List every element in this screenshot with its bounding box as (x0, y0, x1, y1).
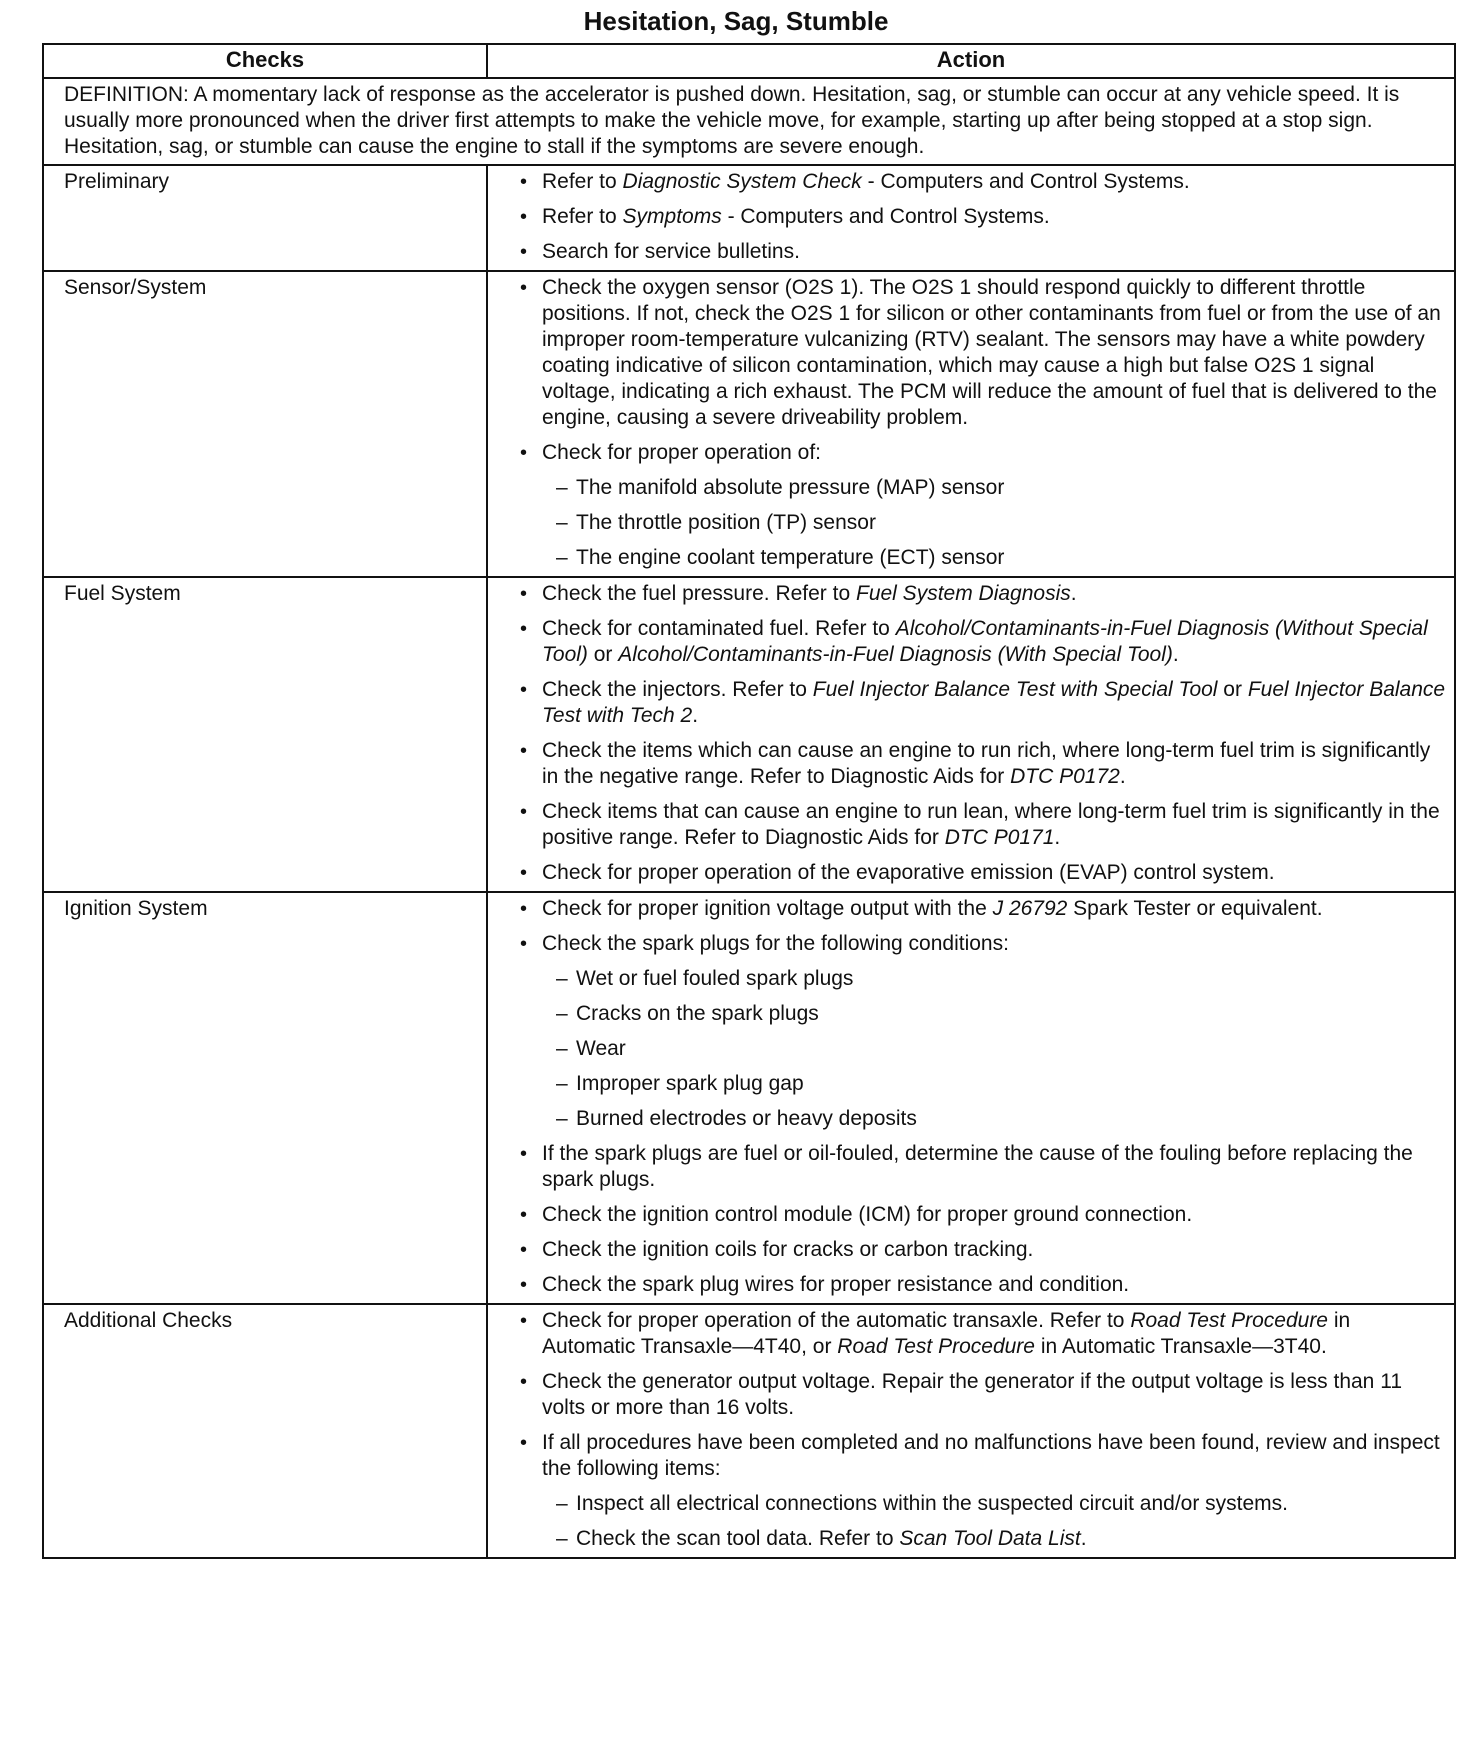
action-text: Check the injectors. Refer to (542, 678, 813, 701)
sub-list (542, 966, 1446, 1132)
reference-text: Alcohol/Contaminants-in-Fuel Diagnosis (With Special Tool) (618, 643, 1173, 666)
action-item (518, 1430, 1446, 1552)
action-list (518, 581, 1446, 886)
reference-text: Fuel Injector Balance Test with Tech 2 (542, 678, 1446, 727)
check-category-sensor-system: Sensor/System (43, 271, 487, 577)
column-header-action: Action (487, 44, 1455, 78)
action-item (518, 275, 1446, 431)
action-cell (487, 1304, 1455, 1558)
reference-text: DTC P0171 (944, 826, 1055, 849)
action-text: Check the items which can cause an engine to run rich, where long-term fuel trim is significantly in the negative range. Refer to Diagnostic Aids for (542, 739, 1431, 788)
action-text: Refer to (542, 205, 623, 228)
reference-text: DTC P0172 (1010, 765, 1120, 788)
table-row (43, 271, 1455, 577)
action-item (518, 1237, 1446, 1263)
table-row (43, 165, 1455, 271)
table-row (43, 577, 1455, 892)
action-text: Spark Tester or equivalent. (1067, 897, 1323, 920)
action-item (518, 896, 1446, 922)
action-item (518, 738, 1446, 790)
action-list (518, 1308, 1446, 1552)
action-text: . (1080, 1527, 1087, 1550)
action-text: . (1119, 765, 1126, 788)
page-title: Hesitation, Sag, Stumble (583, 6, 889, 36)
reference-text: Diagnostic System Check (622, 170, 862, 193)
sub-item (542, 1526, 1446, 1552)
reference-text: Symptoms (622, 205, 722, 228)
action-text: Check for proper operation of the evaporative emission (EVAP) control system. (542, 861, 1275, 884)
action-text: Check the scan tool data. Refer to (576, 1527, 900, 1550)
action-cell (487, 892, 1455, 1304)
sub-item: – Wet or fuel fouled spark plugs (542, 966, 1446, 992)
definition-text: DEFINITION: A momentary lack of response as the accelerator is pushed down. Hesitation, sag, or stumble can occur at any vehicle speed. It is usually more pronounced when the driver first attempts to make the vehicle move, for example, starting up after being stopped at a stop sign. Hesitation, sag, or stumble can cause the engine to stall if the symptoms are severe enough. (43, 78, 1455, 165)
action-text: If all procedures have been completed and no malfunctions have been found, review and inspect the following items: (542, 1431, 1440, 1480)
reference-text: Alcohol/Contaminants-in-Fuel Diagnosis (Without Special Tool) (542, 617, 1428, 666)
action-item (518, 931, 1446, 1132)
action-item (518, 1141, 1446, 1193)
action-item (518, 1369, 1446, 1421)
check-category-ignition-system: Ignition System (43, 892, 487, 1304)
sub-item: – The engine coolant temperature (ECT) sensor (542, 545, 1446, 571)
action-text: Check the ignition coils for cracks or carbon tracking. (542, 1238, 1034, 1261)
reference-text: Fuel Injector Balance Test with Special Tool (812, 678, 1218, 701)
action-item (518, 1308, 1446, 1360)
action-text: Check the spark plug wires for proper resistance and condition. (542, 1273, 1130, 1296)
action-text: Check items that can cause an engine to run lean, where long-term fuel trim is significantly in the positive range. Refer to Diagnostic Aids for (542, 800, 1440, 849)
table-header-row (43, 44, 1455, 78)
sub-item: – Wear (542, 1036, 1446, 1062)
action-text: - Computers and Control Systems. (861, 170, 1190, 193)
action-cell (487, 165, 1455, 271)
action-text: Check the generator output voltage. Repair the generator if the output voltage is less than 11 volts or more than 16 volts. (542, 1370, 1402, 1419)
action-text: Check the oxygen sensor (O2S 1). The O2S 1 should respond quickly to different throttle positions. If not, check the O2S 1 for silicon or other contaminants from fuel or from the use of an improper room-temperature vulcanizing (RTV) sealant. The sensors may have a white powdery coating indicative of silicon contamination, which may cause a high but false O2S 1 signal voltage, indicating a rich exhaust. The PCM will reduce the amount of fuel that is delivered to the engine, causing a severe driveability problem. (542, 276, 1441, 429)
definition-row (43, 78, 1455, 165)
reference-text: J 26792 (992, 897, 1068, 920)
action-text: . (1070, 582, 1077, 605)
sub-item: – Cracks on the spark plugs (542, 1001, 1446, 1027)
action-item (518, 169, 1446, 195)
reference-text: Scan Tool Data List (899, 1527, 1081, 1550)
check-category-additional-checks: Additional Checks (43, 1304, 487, 1558)
action-text: Check the ignition control module (ICM) for proper ground connection. (542, 1203, 1193, 1226)
action-cell (487, 577, 1455, 892)
action-list (518, 169, 1446, 265)
reference-text: Road Test Procedure (837, 1335, 1035, 1358)
action-text: Check the spark plugs for the following conditions: (542, 932, 1009, 955)
action-item (518, 581, 1446, 607)
action-item (518, 440, 1446, 571)
action-text: in Automatic Transaxle—4T40, or (542, 1309, 1351, 1358)
table-row (43, 1304, 1455, 1558)
action-item (518, 799, 1446, 851)
table-row (43, 892, 1455, 1304)
sub-item: – Inspect all electrical connections within the suspected circuit and/or systems. (542, 1491, 1446, 1517)
action-text: Check for contaminated fuel. Refer to (542, 617, 896, 640)
action-item (518, 860, 1446, 886)
action-item (518, 239, 1446, 265)
sub-item: – The manifold absolute pressure (MAP) sensor (542, 475, 1446, 501)
action-text: Refer to (542, 170, 623, 193)
check-category-preliminary: Preliminary (43, 165, 487, 271)
action-item (518, 1202, 1446, 1228)
action-text: If the spark plugs are fuel or oil-fouled, determine the cause of the fouling before replacing the spark plugs. (542, 1142, 1413, 1191)
sub-item: – The throttle position (TP) sensor (542, 510, 1446, 536)
action-item (518, 1272, 1446, 1298)
action-text: - Computers and Control Systems. (721, 205, 1050, 228)
reference-text: Fuel System Diagnosis (856, 582, 1071, 605)
action-item (518, 204, 1446, 230)
action-text: Search for service bulletins. (542, 240, 800, 263)
action-text: or (1217, 678, 1248, 701)
action-item (518, 616, 1446, 668)
action-list (518, 275, 1446, 571)
column-header-checks: Checks (43, 44, 487, 78)
action-text: . (1054, 826, 1061, 849)
action-list (518, 896, 1446, 1298)
action-text: in Automatic Transaxle—3T40. (1034, 1335, 1327, 1358)
check-category-fuel-system: Fuel System (43, 577, 487, 892)
action-text: . (692, 704, 699, 727)
sub-item: – Improper spark plug gap (542, 1071, 1446, 1097)
action-text: Check the fuel pressure. Refer to (542, 582, 856, 605)
diagnosis-table (42, 43, 1456, 1559)
action-text: Check for proper ignition voltage output with the (542, 897, 993, 920)
sub-item: – Burned electrodes or heavy deposits (542, 1106, 1446, 1132)
action-text: Check for proper operation of the automatic transaxle. Refer to (542, 1309, 1131, 1332)
sub-list (542, 1491, 1446, 1552)
sub-list (542, 475, 1446, 571)
action-cell (487, 271, 1455, 577)
action-item (518, 677, 1446, 729)
action-text: Check for proper operation of: (542, 441, 821, 464)
reference-text: Road Test Procedure (1130, 1309, 1328, 1332)
action-text: . (1172, 643, 1179, 666)
action-text: or (587, 643, 619, 666)
